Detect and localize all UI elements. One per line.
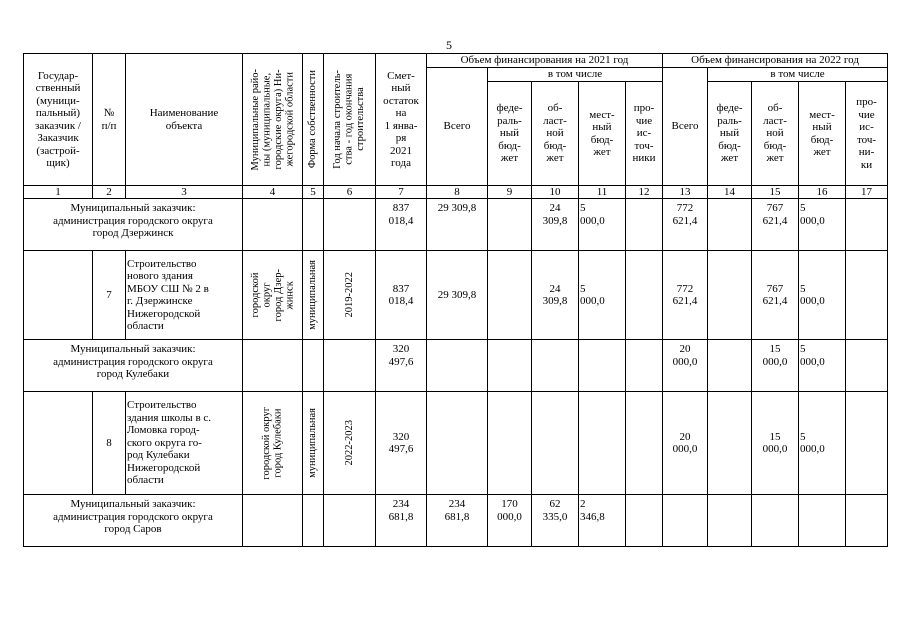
col-number: 1 [24, 186, 93, 199]
table-row-customer [24, 199, 888, 251]
col-number: 4 [243, 186, 303, 199]
regional-2021-cell: 62 335,0 [532, 495, 579, 547]
federal-2022-cell [708, 392, 752, 495]
customer-label: Муниципальный заказчик: администрация городского округа город Кулебаки [24, 340, 243, 392]
local-2021-cell: 2 346,8 [579, 495, 626, 547]
total-2021-cell: 29 309,8 [427, 199, 488, 251]
header-local-2021: мест- ный бюд- жет [579, 82, 626, 186]
col-number: 14 [708, 186, 752, 199]
federal-2022-cell [708, 251, 752, 340]
col-number: 5 [303, 186, 324, 199]
total-2022-cell [663, 495, 708, 547]
estimate-cell: 234 681,8 [376, 495, 427, 547]
col-number: 16 [799, 186, 846, 199]
object-ownership: муниципальная [303, 251, 324, 340]
header-customer: Государ- ственный (муници- пальный) заказчик / Заказчик (застрой- щик) [24, 54, 93, 186]
col-number: 13 [663, 186, 708, 199]
header-regional-2021: об- ласт- ной бюд- жет [532, 82, 579, 186]
other-2021-cell [626, 340, 663, 392]
table-row-object [24, 392, 888, 495]
object-name: Строительство нового здания МБОУ СШ № 2 в г. Дзержинске Нижегородской области [126, 251, 243, 340]
object-name: Строительство здания школы в с. Ломовка город- ского округа го- род Кулебаки Нижегородской области [126, 392, 243, 495]
federal-2022-cell [708, 199, 752, 251]
financing-table [23, 53, 888, 547]
table-row-customer [24, 495, 888, 547]
regional-2021-cell [532, 340, 579, 392]
object-years: 2022-2023 [324, 392, 376, 495]
header-including-2022: в том числе [708, 68, 888, 82]
total-2022-cell: 772 621,4 [663, 199, 708, 251]
header-federal-2021: феде- раль- ный бюд- жет [488, 82, 532, 186]
table-row-object [24, 251, 888, 340]
header-local-2022: мест- ный бюд- жет [799, 82, 846, 186]
col-number: 11 [579, 186, 626, 199]
col-number: 7 [376, 186, 427, 199]
page-number: 5 [446, 38, 452, 52]
total-2022-cell: 772 621,4 [663, 251, 708, 340]
local-2021-cell [579, 392, 626, 495]
other-2021-cell [626, 251, 663, 340]
local-2022-cell: 5 000,0 [799, 340, 846, 392]
header-fin-2021: Объем финансирования на 2021 год [427, 54, 663, 68]
regional-2022-cell: 767 621,4 [752, 251, 799, 340]
total-2021-cell: 234 681,8 [427, 495, 488, 547]
other-2021-cell [626, 392, 663, 495]
total-2021-cell [427, 340, 488, 392]
object-years: 2019-2022 [324, 251, 376, 340]
total-2022-cell: 20 000,0 [663, 340, 708, 392]
other-2022-cell [846, 495, 888, 547]
header-estimate: Смет- ный остаток на 1 янва- ря 2021 года [376, 54, 427, 186]
federal-2021-cell: 170 000,0 [488, 495, 532, 547]
col-number: 3 [126, 186, 243, 199]
object-district: городской округ город Дзер- жинск [243, 251, 303, 340]
table-row-customer [24, 340, 888, 392]
customer-label: Муниципальный заказчик: администрация городского округа город Дзержинск [24, 199, 243, 251]
federal-2021-cell [488, 340, 532, 392]
col-number: 2 [93, 186, 126, 199]
col-number: 9 [488, 186, 532, 199]
column-numbers-row [24, 186, 888, 199]
header-including-2021: в том числе [488, 68, 663, 82]
other-2021-cell [626, 199, 663, 251]
regional-2021-cell: 24 309,8 [532, 199, 579, 251]
regional-2021-cell [532, 392, 579, 495]
object-num: 7 [93, 251, 126, 340]
local-2022-cell: 5 000,0 [799, 392, 846, 495]
federal-2022-cell [708, 495, 752, 547]
other-2022-cell [846, 199, 888, 251]
header-object-name: Наименование объекта [126, 54, 243, 186]
regional-2022-cell: 15 000,0 [752, 340, 799, 392]
header-other-2021: про- чие ис- точ- ники [626, 82, 663, 186]
regional-2022-cell: 15 000,0 [752, 392, 799, 495]
total-2021-cell [427, 392, 488, 495]
local-2022-cell: 5 000,0 [799, 199, 846, 251]
regional-2022-cell: 767 621,4 [752, 199, 799, 251]
col-number: 6 [324, 186, 376, 199]
col-number: 8 [427, 186, 488, 199]
other-2022-cell [846, 251, 888, 340]
header-municipal-districts: Муниципальные райо- ны (муниципальные, городские округа) Ни- жегородской области [243, 54, 303, 186]
regional-2021-cell: 24 309,8 [532, 251, 579, 340]
other-2021-cell [626, 495, 663, 547]
federal-2021-cell [488, 199, 532, 251]
header-ownership: Форма собственности [303, 54, 324, 186]
header-other-2022: про- чие ис- точ- ни- ки [846, 82, 888, 186]
customer-label: Муниципальный заказчик: администрация городского округа город Саров [24, 495, 243, 547]
estimate-cell: 837 018,4 [376, 251, 427, 340]
col-number: 12 [626, 186, 663, 199]
header-total-2021: Всего [427, 68, 488, 186]
header-years: Год начала строитель- ства - год окончания строительства [324, 54, 376, 186]
local-2022-cell [799, 495, 846, 547]
estimate-cell: 320 497,6 [376, 340, 427, 392]
other-2022-cell [846, 392, 888, 495]
header-num: № п/п [93, 54, 126, 186]
object-ownership: муниципальная [303, 392, 324, 495]
estimate-cell: 320 497,6 [376, 392, 427, 495]
header-regional-2022: об- ласт- ной бюд- жет [752, 82, 799, 186]
regional-2022-cell [752, 495, 799, 547]
estimate-cell: 837 018,4 [376, 199, 427, 251]
local-2022-cell: 5 000,0 [799, 251, 846, 340]
total-2021-cell: 29 309,8 [427, 251, 488, 340]
federal-2021-cell [488, 251, 532, 340]
local-2021-cell: 5 000,0 [579, 199, 626, 251]
total-2022-cell: 20 000,0 [663, 392, 708, 495]
object-district: городской округ город Кулебаки [243, 392, 303, 495]
table-header [24, 54, 888, 199]
col-number: 10 [532, 186, 579, 199]
header-federal-2022: феде- раль- ный бюд- жет [708, 82, 752, 186]
header-total-2022: Всего [663, 68, 708, 186]
col-number: 17 [846, 186, 888, 199]
other-2022-cell [846, 340, 888, 392]
federal-2022-cell [708, 340, 752, 392]
local-2021-cell [579, 340, 626, 392]
federal-2021-cell [488, 392, 532, 495]
object-num: 8 [93, 392, 126, 495]
col-number: 15 [752, 186, 799, 199]
local-2021-cell: 5 000,0 [579, 251, 626, 340]
header-fin-2022: Объем финансирования на 2022 год [663, 54, 888, 68]
table-body [24, 199, 888, 547]
